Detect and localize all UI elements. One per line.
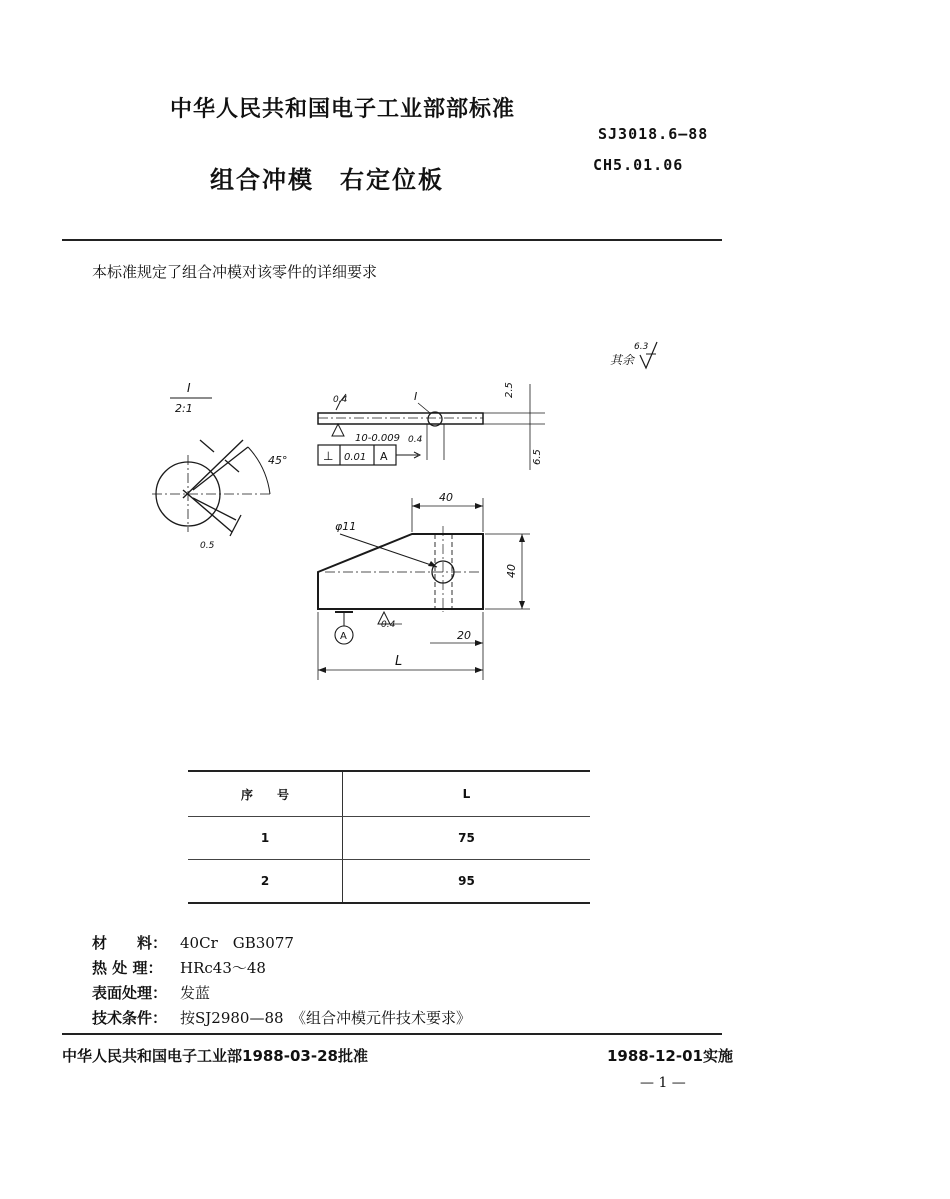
table-cell-l: 95 [343,860,591,904]
dim-40-right-label: 40 [505,564,518,578]
footer-divider [62,1033,722,1035]
spec-heat-treatment [92,956,471,981]
specifications [92,931,471,1031]
detail-label: I [187,381,191,395]
spec-label: 技术条件： [92,1009,168,1027]
detail-marker: I [414,390,418,403]
table-header-l: L [343,771,591,817]
small-radius-label: 0.5 [200,541,215,551]
roughness-value: 6.3 [634,342,649,352]
spec-surface-treatment [92,981,471,1006]
dim-phi11-label: φ11 [335,520,357,533]
spec-technical-conditions [92,1006,471,1031]
dim-l-label: L [395,654,403,669]
table-header-seq: 序 号 [188,771,343,817]
angle-label: 45° [268,454,288,467]
issuing-organization: 中华人民共和国电子工业部部标准 [170,97,516,122]
table-cell-seq: 2 [188,860,343,904]
page-number: — 1 — [640,1075,686,1091]
dim-6-5-label: 6.5 [532,449,543,465]
spec-value: 按SJ2980—88 《组合冲模元件技术要求》 [180,1009,472,1027]
slot-tolerance-label: 10-0.009 [355,433,400,444]
datum-a-label: A [340,631,347,642]
table-cell-l: 75 [343,817,591,860]
spec-value: HRc43～48 [180,959,266,977]
tolerance-perp-value: 0.01 [344,452,367,463]
detail-scale: 2:1 [175,402,193,415]
spec-material [92,931,471,956]
intro-text: 本标准规定了组合冲模对该零件的详细要求 [92,263,378,281]
spec-label: 表面处理： [92,984,168,1002]
table-row [188,860,590,904]
plate-front-view [318,534,483,609]
dim-20-label: 20 [457,629,471,642]
standard-code: SJ3018.6—88 [598,125,709,143]
roughness-note: 其余 [610,353,635,367]
size-table [188,770,590,904]
spec-value: 发蓝 [180,984,211,1002]
tolerance-perp-symbol: ⊥ [323,449,334,463]
plate-side-view [318,413,483,424]
approval-line: 中华人民共和国电子工业部1988-03-28批准 [62,1047,368,1065]
dim-2-5-label: 2.5 [504,382,515,398]
tolerance-datum: A [380,450,388,463]
ra-top-label: 0.4 [333,395,348,405]
table-row [188,817,590,860]
part-code: CH5.01.06 [593,156,684,174]
document-title: 组合冲模 右定位板 [210,166,444,194]
ra-side-label: 0.4 [408,435,423,445]
spec-label: 热 处 理： [92,959,163,977]
table-cell-seq: 1 [188,817,343,860]
implementation-date: 1988-12-01实施 [607,1047,733,1065]
spec-value: 40Cr GB3077 [180,934,294,952]
ra-bottom-label: 0.4 [381,620,396,630]
spec-label: 材 料： [92,934,168,952]
dim-40-top-label: 40 [439,491,453,504]
